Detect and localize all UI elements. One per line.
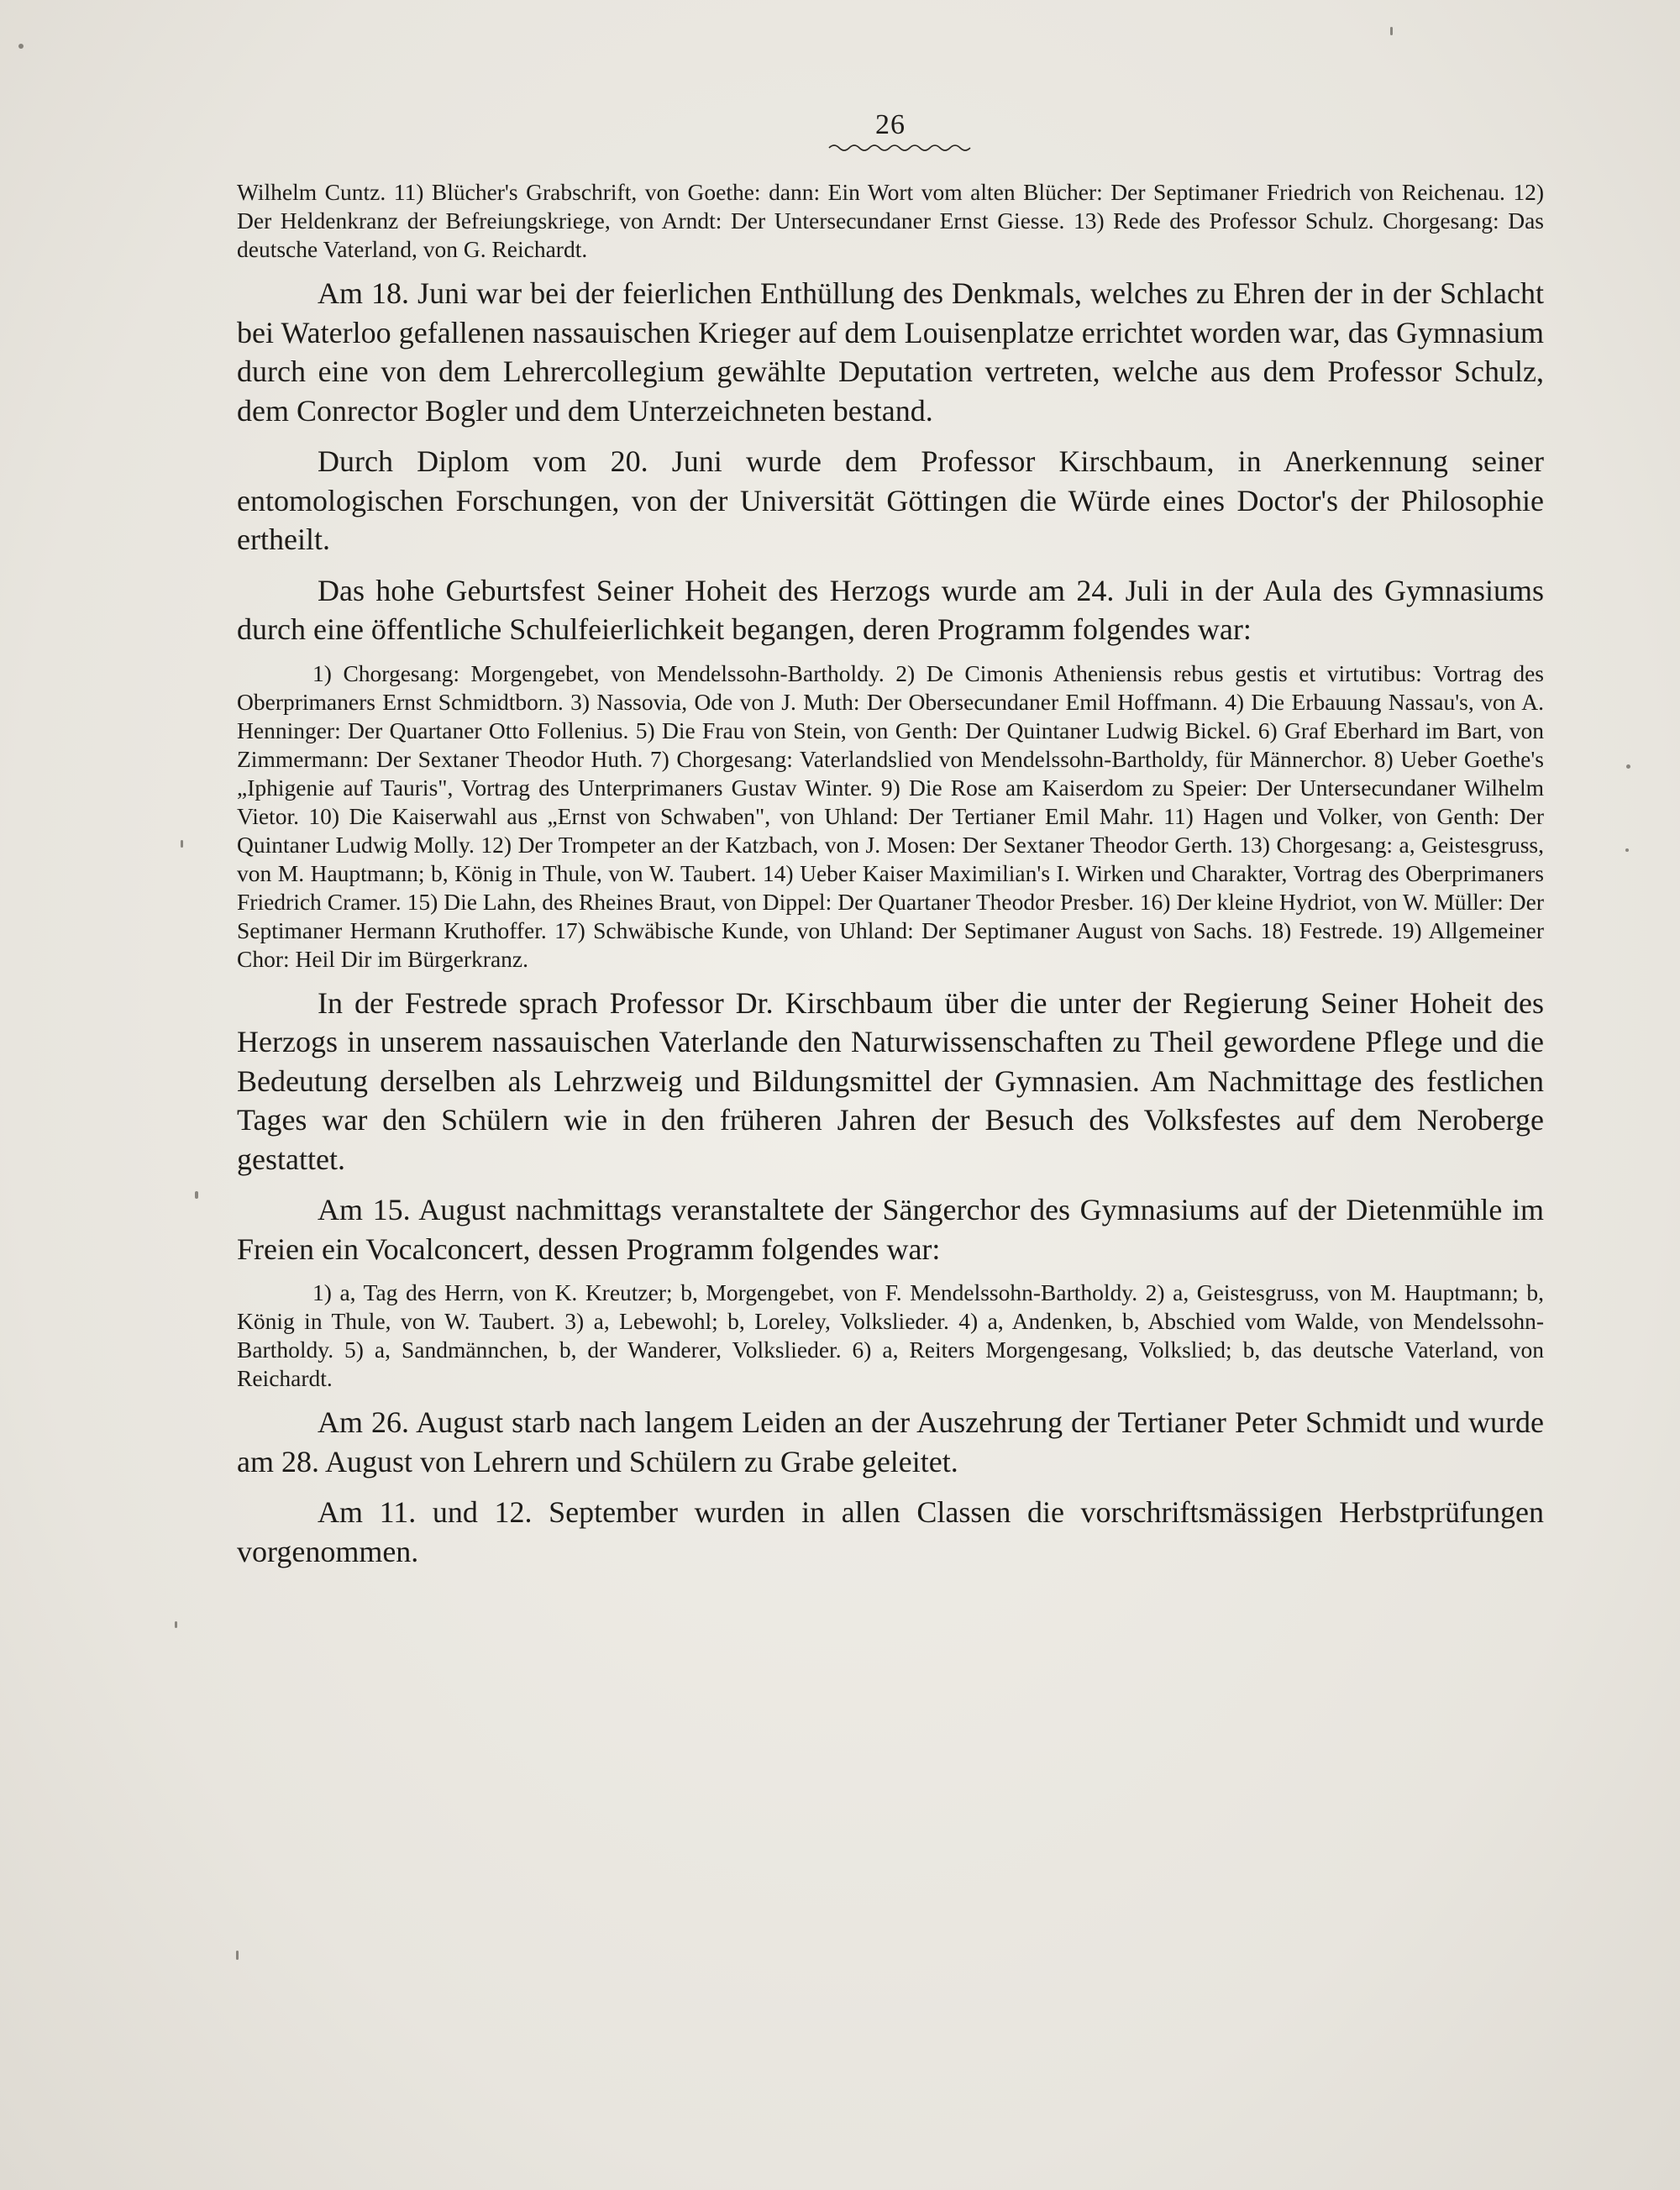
paragraph-vocal-concert: Am 15. August nachmittags veranstaltete der Sängerchor des Gymnasiums auf der Dietenmühle im Freien ein Vocalconcert, dessen Programm folgendes war: [237,1193,1544,1266]
paragraph-diploma: Durch Diplom vom 20. Juni wurde dem Professor Kirschbaum, in Anerkennung seiner entomologischen Forschungen, von der Universität Göttingen die Würde eines Doctor's der Philosophie ertheilt. [237,444,1544,556]
paragraph-waterloo-monument: Am 18. Juni war bei der feierlichen Enthüllung des Denkmals, welches zu Ehren der in der Schlacht bei Waterloo gefallenen nassauischen Krieger auf dem Louisenplatze errichtet worden war, das Gymnasium durch eine von dem Lehrercollegium gewählte Deputation vertreten, welche aus dem Professor Schulz, dem Conrector Bogler und dem Unterzeichneten bestand. [237,276,1544,428]
page-number-ornament [827,141,974,155]
scan-speck [1390,27,1393,35]
paragraph-concert-program: 1) a, Tag des Herrn, von K. Kreutzer; b, Morgengebet, von F. Mendelssohn-Bartholdy. 2) a, Geistesgruss, von M. Hauptmann; b, König in Thule, von W. Taubert. 3) a, Lebewohl; b, Loreley, Volkslieder. 4) a, Andenken, b, Abschied vom Walde, von Mendelssohn-Bartholdy. 5) a, Sandmännchen, b, der Wanderer, Volkslieder. 6) a, Reiters Morgengesang, Volkslied; b, das deutsche Vaterland, von Reichardt. [237,1279,1544,1391]
paragraph-birthday-celebration: Das hohe Geburtsfest Seiner Hoheit des Herzogs wurde am 24. Juli in der Aula des Gymnasiums durch eine öffentliche Schulfeierlichkeit begangen, deren Programm folgendes war: [237,573,1544,646]
scan-speck [181,840,183,848]
page-body [237,178,1544,1571]
page-number: 26 [875,109,906,140]
scan-speck [1625,848,1629,852]
scan-speck [236,1951,239,1960]
scan-speck [1626,764,1630,769]
scan-speck [175,1621,177,1628]
paragraph-autumn-exams: Am 11. und 12. September wurden in allen Classen die vorschriftsmässigen Herbstprüfungen vorgenommen. [237,1495,1544,1568]
paragraph-birthday-program: 1) Chorgesang: Morgengebet, von Mendelssohn-Bartholdy. 2) De Cimonis Atheniensis rebus gestis et virtutibus: Vortrag des Oberprimaners Ernst Schmidtborn. 3) Nassovia, Ode von J. Muth: Der Obersecundaner Emil Hoffmann. 4) Die Erbauung Nassau's, von A. Henninger: Der Quartaner Otto Follenius. 5) Die Frau von Stein, von Genth: Der Quintaner Ludwig Bickel. 6) Graf Eberhard im Bart, von Zimmermann: Der Sextaner Theodor Huth. 7) Chorgesang: Vaterlandslied von Mendelssohn-Bartholdy, für Männerchor. 8) Ueber Goethe's „Iphigenie auf Tauris", Vortrag des Unterprimaners Gustav Winter. 9) Die Rose am Kaiserdom zu Speier: Der Untersecundaner Wilhelm Vietor. 10) Die Kaiserwahl aus „Ernst von Schwaben", von Uhland: Der Tertianer Emil Mahr. 11) Hagen und Volker, von Genth: Der Quintaner Ludwig Molly. 12) Der Trompeter an der Katzbach, von J. Mosen: Der Sextaner Theodor Gerth. 13) Chorgesang: a, Geistesgruss, von M. Hauptmann; b, König in Thule, von W. Taubert. 14) Ueber Kaiser Maximilian's I. Wirken und Charakter, Vortrag des Oberprimaners Friedrich Cramer. 15) Die Lahn, des Rheines Braut, von Dippel: Der Quartaner Theodor Presber. 16) Der kleine Hydriot, von W. Müller: Der Septimaner Hermann Kruthoffer. 17) Schwäbische Kunde, von Uhland: Der Septimaner August von Sachs. 18) Festrede. 19) Allgemeiner Chor: Heil Dir im Bürgerkranz. [237,659,1544,972]
paragraph-death-notice: Am 26. August starb nach langem Leiden an der Auszehrung der Tertianer Peter Schmidt und wurde am 28. August von Lehrern und Schülern zu Grabe geleitet. [237,1405,1544,1478]
scan-speck [195,1191,198,1199]
scan-speck [18,44,24,49]
paragraph-festival-speech: In der Festrede sprach Professor Dr. Kirschbaum über die unter der Regierung Seiner Hoheit des Herzogs in unserem nassauischen Vaterlande den Naturwissenschaften zu Theil gewordene Pflege und die Bedeutung derselben als Lehrzweig und Bildungsmittel der Gymnasien. Am Nachmittage des festlichen Tages war den Schülern wie in den früheren Jahren der Besuch des Volksfestes auf dem Neroberge gestattet. [237,985,1544,1176]
paragraph-program-end: Wilhelm Cuntz. 11) Blücher's Grabschrift, von Goethe: dann: Ein Wort vom alten Blücher: Der Septimaner Friedrich von Reichenau. 12) Der Heldenkranz der Befreiungskriege, von Arndt: Der Untersecundaner Ernst Giesse. 13) Rede des Professor Schulz. Chorgesang: Das deutsche Vaterland, von G. Reichardt. [237,179,1544,262]
